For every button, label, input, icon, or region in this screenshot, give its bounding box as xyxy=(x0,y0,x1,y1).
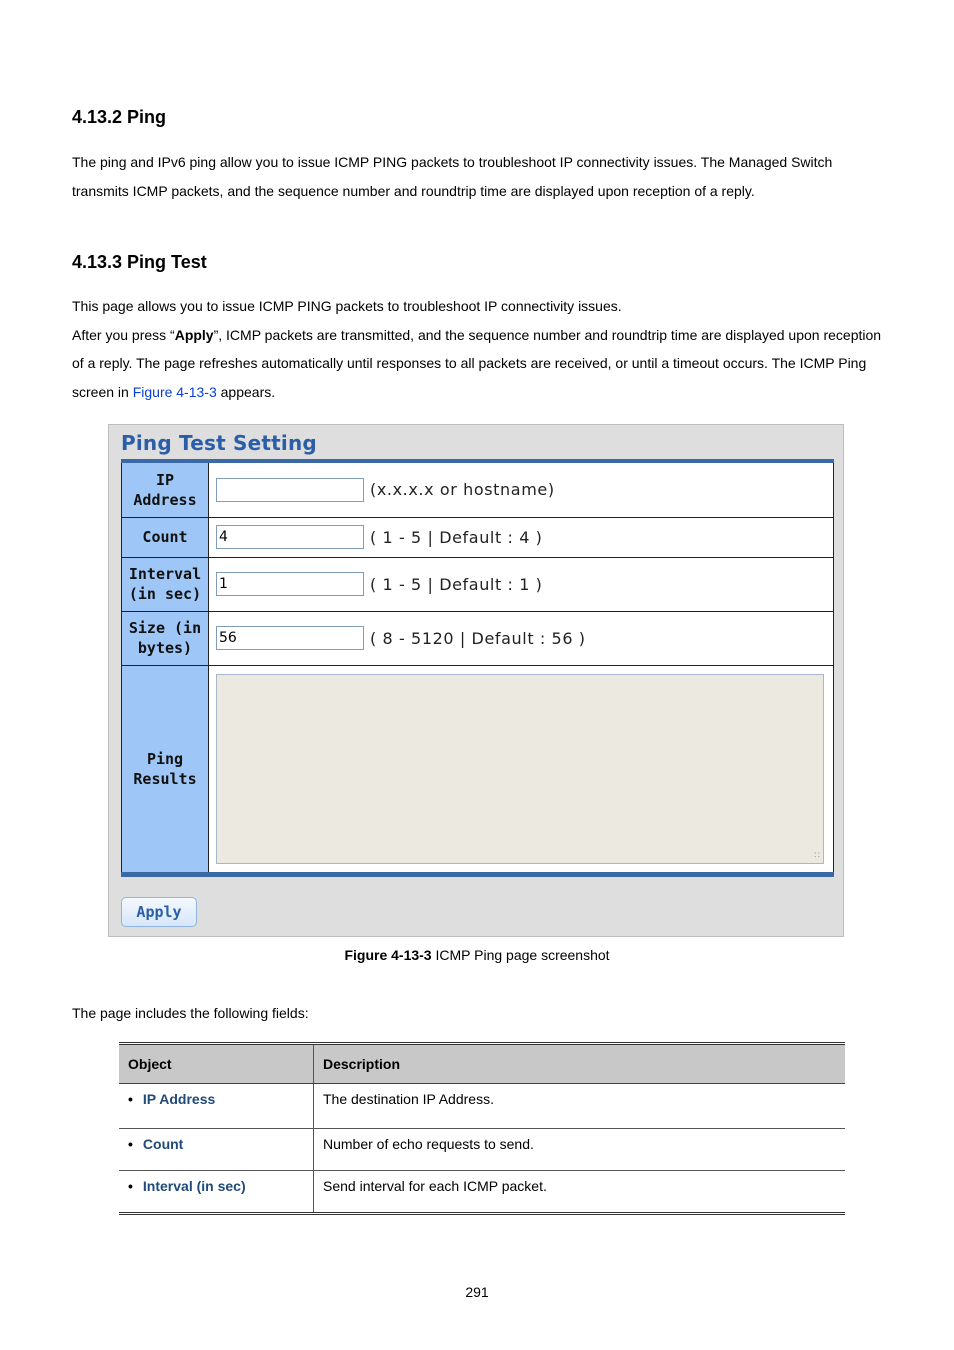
object-count: • Count xyxy=(119,1129,314,1171)
section-heading-ping-test: 4.13.3 Ping Test xyxy=(72,252,207,272)
ping-settings-table xyxy=(121,459,834,877)
ping-test-line2-end: appears. xyxy=(216,383,276,400)
count-hint: ( 1 - 5 | Default : 4 ) xyxy=(370,527,543,547)
ping-test-line2-post: ”, ICMP packets are transmitted, and the sequence number and roundtrip time are displayed upon reception of a reply. The page refreshes automatically until responses to all packets are received, or until a timeout occurs. The ICMP Ping screen in xyxy=(72,326,882,400)
ping-description: The ping and IPv6 ping allow you to issue ICMP PING packets to troubleshoot IP connectivity issues. The Managed Switch transmits ICMP packets, and the sequence number and roundtrip time are displayed upon reception of a reply. xyxy=(72,154,833,199)
header-object: Object xyxy=(119,1044,314,1084)
row-interval xyxy=(122,557,834,611)
ping-test-setting-title: Ping Test Setting xyxy=(121,431,317,455)
ip-address-input[interactable] xyxy=(216,478,364,502)
table-row xyxy=(119,1129,845,1171)
header-description: Description xyxy=(314,1044,846,1084)
resize-grip-icon[interactable]: ∷ xyxy=(814,850,820,861)
figure-link[interactable]: Figure 4-13-3 xyxy=(132,383,217,400)
row-size xyxy=(122,611,834,665)
ping-test-line1: This page allows you to issue ICMP PING packets to troubleshoot IP connectivity issues. xyxy=(72,298,622,314)
ping-results-textarea[interactable] xyxy=(216,674,824,864)
ping-test-description xyxy=(72,292,892,406)
size-input[interactable]: 56 xyxy=(216,626,364,650)
apply-button[interactable]: Apply xyxy=(121,897,197,927)
table-row xyxy=(119,1171,845,1214)
ip-address-hint: (x.x.x.x or hostname) xyxy=(370,480,555,500)
interval-hint: ( 1 - 5 | Default : 1 ) xyxy=(370,574,543,594)
count-label: Count xyxy=(122,517,209,557)
count-input[interactable]: 4 xyxy=(216,525,364,549)
size-hint: ( 8 - 5120 | Default : 56 ) xyxy=(370,628,586,648)
fields-table xyxy=(119,1042,845,1215)
desc-interval: Send interval for each ICMP packet. xyxy=(314,1171,846,1214)
caption-figure-number: Figure 4-13-3 xyxy=(344,947,432,963)
row-count xyxy=(122,517,834,557)
figure-caption xyxy=(0,947,954,963)
desc-count: Number of echo requests to send. xyxy=(314,1129,846,1171)
object-ip-address: • IP Address xyxy=(119,1084,314,1129)
fields-intro: The page includes the following fields: xyxy=(72,1005,309,1021)
apply-keyword: Apply xyxy=(174,326,214,343)
object-interval: • Interval (in sec) xyxy=(119,1171,314,1214)
ping-results-label: Ping Results xyxy=(122,665,209,874)
ping-test-line2-pre: After you press “ xyxy=(72,326,175,343)
row-ping-results xyxy=(122,665,834,874)
ping-test-screenshot xyxy=(108,424,844,937)
page-number: 291 xyxy=(465,1284,489,1300)
fields-table-header xyxy=(119,1044,845,1084)
ip-address-label: IP Address xyxy=(122,461,209,517)
interval-label: Interval (in sec) xyxy=(122,557,209,611)
interval-input[interactable]: 1 xyxy=(216,572,364,596)
section-heading-ping: 4.13.2 Ping xyxy=(72,107,167,127)
table-row xyxy=(119,1084,845,1129)
size-label: Size (in bytes) xyxy=(122,611,209,665)
desc-ip-address: The destination IP Address. xyxy=(314,1084,846,1129)
caption-text: ICMP Ping page screenshot xyxy=(431,947,610,963)
row-ip-address xyxy=(122,461,834,517)
